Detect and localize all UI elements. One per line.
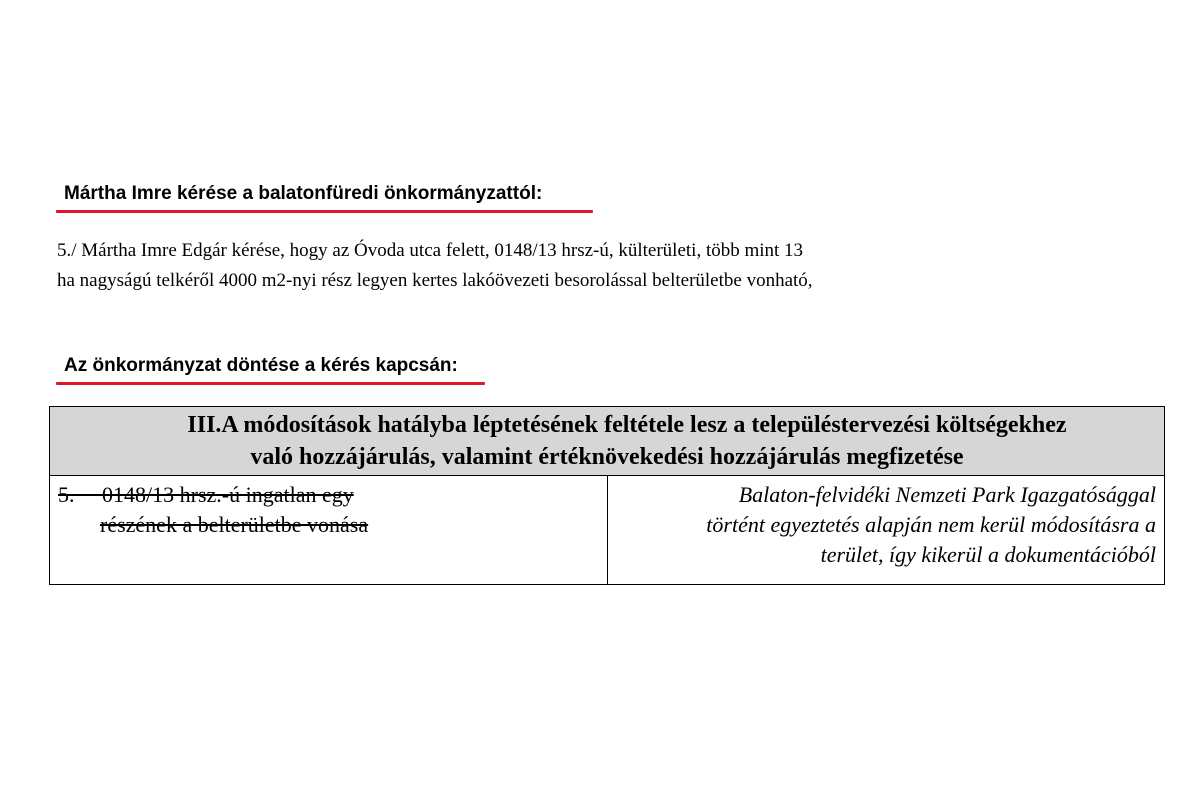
decision-header-line-1: III.A módosítások hatályba léptetésének feltétele lesz a településtervezési költségekhez	[187, 412, 1067, 438]
struck-item-line-2: részének a belterületbe vonása	[100, 512, 369, 537]
request-heading-underline	[56, 210, 593, 213]
decision-heading	[64, 354, 458, 378]
request-heading	[64, 182, 542, 206]
request-line-2: ha nagyságú telkéről 4000 m2-nyi rész legyen kertes lakóövezeti besorolással belterületbe vonható,	[57, 270, 813, 291]
request-line-1: 5./ Mártha Imre Edgár kérése, hogy az Óvoda utca felett, 0148/13 hrsz-ú, külterületi, több mint 13	[57, 240, 804, 261]
request-paragraph	[57, 236, 1017, 296]
decision-note-line-2: történt egyeztetés alapján nem kerül módosításra a	[706, 512, 1156, 537]
decision-table	[49, 406, 1165, 585]
decision-table-header	[50, 407, 1165, 476]
struck-item-cell	[50, 476, 608, 585]
decision-table-row	[50, 476, 1165, 585]
decision-note-line-1: Balaton-felvidéki Nemzeti Park Igazgatósággal	[738, 482, 1156, 507]
decision-header-line-2: való hozzájárulás, valamint értéknövekedési hozzájárulás megfizetése	[250, 444, 964, 470]
decision-heading-underline	[56, 382, 485, 385]
decision-table-header-row	[50, 407, 1165, 476]
decision-note-cell	[607, 476, 1165, 585]
decision-note-line-3: terület, így kikerül a dokumentációból	[820, 542, 1156, 567]
decision-heading-text: Az önkormányzat döntése a kérés kapcsán:	[64, 355, 458, 376]
request-heading-text: Mártha Imre kérése a balatonfüredi önkormányzattól:	[64, 183, 543, 204]
struck-item-line-1: 5. 0148/13 hrsz.-ú ingatlan egy	[58, 482, 354, 507]
